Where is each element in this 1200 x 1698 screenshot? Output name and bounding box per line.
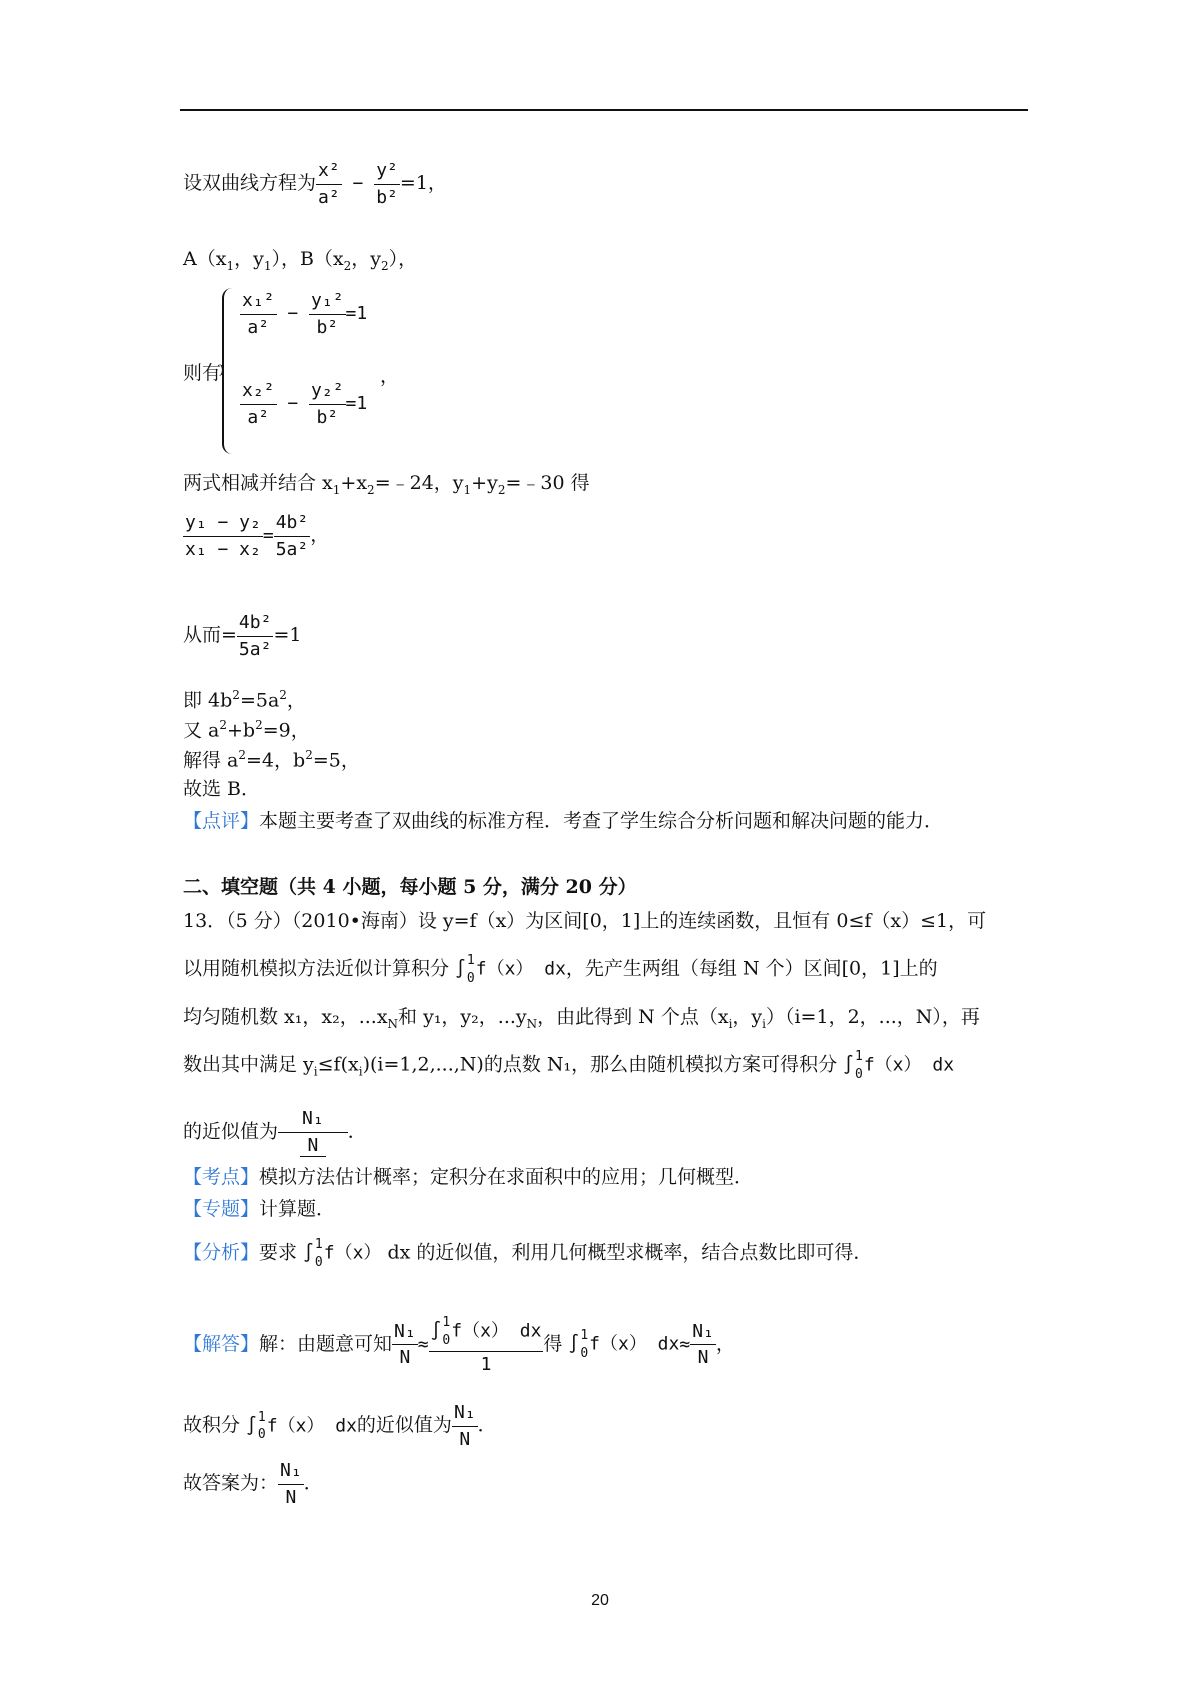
int-sign-icon: ∫ bbox=[430, 1320, 442, 1342]
hyperbola-equation-line bbox=[183, 160, 447, 208]
text: =1 bbox=[345, 393, 368, 415]
answer-fraction bbox=[300, 1108, 326, 1157]
integral bbox=[246, 1409, 357, 1444]
text: 故积分 bbox=[183, 1414, 241, 1437]
numerator: N₁ bbox=[452, 1402, 478, 1427]
text: 解：由题意可知 bbox=[259, 1332, 393, 1355]
text: 得 bbox=[543, 1332, 563, 1355]
numerator: y₁² bbox=[309, 290, 346, 315]
text: 故答案为： bbox=[183, 1472, 279, 1495]
sup: 2 bbox=[238, 748, 247, 762]
lower: 0 bbox=[580, 1345, 589, 1361]
jieda-tag: 【解答】 bbox=[183, 1332, 260, 1355]
text: +y bbox=[471, 472, 498, 494]
upper: 1 bbox=[442, 1315, 451, 1330]
sub: 2 bbox=[367, 482, 375, 497]
fraction bbox=[240, 290, 277, 338]
numerator: 4b² bbox=[237, 612, 274, 637]
text: =5a bbox=[239, 689, 280, 712]
slope-line: $\frac{\text{y₁ − y₂}}{\text{x₁ − x₂}}$ = $\frac{\text{4b²}}{\text{5a²}}$ ， bbox=[185, 512, 330, 560]
denominator: N bbox=[399, 1347, 411, 1369]
sub: i bbox=[313, 1064, 318, 1079]
denominator: N bbox=[307, 1134, 319, 1156]
text: 又 a bbox=[183, 719, 220, 742]
sup: 2 bbox=[255, 718, 263, 732]
points-line bbox=[183, 248, 417, 273]
fraction bbox=[452, 1402, 478, 1450]
text: ，由此得到 N 个点（x bbox=[537, 1006, 729, 1028]
integrand: f（x） dx bbox=[589, 1333, 680, 1355]
text: ），B（x bbox=[271, 248, 344, 270]
text: =4，b bbox=[246, 749, 306, 772]
text: 的近似值为 bbox=[183, 1120, 279, 1143]
left-brace bbox=[222, 288, 234, 454]
int-sign-icon: ∫ bbox=[843, 1054, 855, 1076]
minus: − bbox=[276, 303, 310, 325]
sup: 2 bbox=[219, 718, 228, 732]
text: =5， bbox=[312, 749, 360, 772]
fraction bbox=[274, 512, 311, 560]
fraction bbox=[240, 380, 277, 428]
int-sign-icon: ∫ bbox=[246, 1415, 257, 1437]
q13-line-2 bbox=[183, 952, 938, 987]
text: =1 bbox=[345, 303, 368, 325]
text: ≤f(x bbox=[317, 1053, 359, 1076]
denominator: N bbox=[459, 1428, 471, 1450]
integral bbox=[843, 1048, 954, 1083]
text: 即 4b bbox=[183, 689, 233, 712]
zhuanti-line bbox=[183, 1198, 335, 1221]
sub: 1 bbox=[463, 482, 472, 497]
section-title: 二、填空题（共 4 小题，每小题 5 分，满分 20 分） bbox=[183, 876, 637, 898]
ji-line bbox=[183, 688, 306, 712]
text: A（x bbox=[183, 248, 227, 270]
denominator: N bbox=[285, 1486, 297, 1508]
sup: 2 bbox=[279, 688, 287, 702]
text: 本题主要考查了双曲线的标准方程．考查了学生综合分析问题和解决问题的能力． bbox=[259, 810, 944, 832]
upper: 1 bbox=[257, 1409, 266, 1425]
int-sign-icon: ∫ bbox=[303, 1242, 314, 1264]
int-sign-icon: ∫ bbox=[568, 1333, 580, 1355]
blank-underline bbox=[326, 1132, 348, 1133]
text: 从而= bbox=[183, 624, 237, 647]
integrand: f（x） dx bbox=[266, 1415, 357, 1437]
approx: ≈ bbox=[679, 1333, 691, 1355]
text: ）（i=1，2，...，N），再 bbox=[765, 1006, 980, 1028]
upper: 1 bbox=[466, 953, 475, 968]
integrand: f（x） bbox=[323, 1242, 382, 1264]
text: =﹣30 得 bbox=[505, 472, 590, 494]
text: +x bbox=[340, 472, 368, 494]
fraction bbox=[690, 1321, 716, 1369]
integrand: f（x） dx bbox=[475, 958, 566, 980]
text: ，y bbox=[732, 1006, 763, 1028]
numerator: y² bbox=[374, 160, 400, 185]
congeer-line bbox=[183, 612, 301, 660]
integral bbox=[568, 1327, 679, 1362]
text: 和 y₁，y₂，...y bbox=[398, 1006, 527, 1028]
sub: 1 bbox=[226, 258, 235, 273]
lower: 0 bbox=[855, 1066, 863, 1082]
denominator: x₁ − x₂ bbox=[185, 538, 261, 560]
text: ，先产生两组（每组 N 个）区间[0，1]上的 bbox=[565, 957, 938, 980]
subtract-line bbox=[183, 472, 590, 497]
denominator: 5a² bbox=[238, 638, 272, 660]
sub: 2 bbox=[381, 258, 389, 273]
text: ， bbox=[715, 1332, 735, 1355]
numerator: 4b² bbox=[274, 512, 311, 537]
sub: 2 bbox=[497, 482, 506, 497]
sub: 1 bbox=[263, 258, 272, 273]
jieda-line bbox=[183, 1314, 735, 1376]
text: 设双曲线方程为 bbox=[183, 172, 317, 195]
fraction bbox=[237, 612, 274, 660]
int-sign-icon: ∫ bbox=[455, 958, 466, 980]
q13-line-1: 13．（5 分）（2010•海南）设 y=f（x）为区间[0，1]上的连续函数，且恒有 0≤f（x）≤1，可 bbox=[183, 910, 987, 932]
text: ． bbox=[477, 1414, 497, 1437]
sub: N bbox=[526, 1016, 538, 1031]
numerator bbox=[429, 1314, 544, 1352]
upper: 1 bbox=[314, 1237, 323, 1252]
you-line bbox=[183, 718, 310, 742]
jiede-line bbox=[183, 748, 360, 772]
denominator: a² bbox=[247, 316, 270, 338]
denominator: N bbox=[697, 1347, 709, 1369]
fenxi-line bbox=[183, 1236, 872, 1271]
text: 均匀随机数 x₁，x₂，...x bbox=[183, 1006, 388, 1028]
guxuan-line: 故选 B． bbox=[183, 778, 261, 800]
denominator: b² bbox=[316, 406, 339, 428]
integral bbox=[455, 952, 566, 987]
text: ， bbox=[286, 689, 306, 712]
numerator: x₂² bbox=[240, 380, 277, 405]
text: ． bbox=[347, 1120, 367, 1143]
text: =1， bbox=[399, 172, 447, 195]
fraction bbox=[392, 1321, 418, 1369]
numerator: x² bbox=[316, 160, 342, 185]
fraction bbox=[278, 1460, 304, 1508]
text: =﹣24，y bbox=[374, 472, 464, 494]
sup: 2 bbox=[305, 748, 313, 762]
sup: 2 bbox=[232, 688, 240, 702]
dianping-tag: 【点评】 bbox=[183, 810, 260, 832]
kaodian-tag: 【考点】 bbox=[183, 1166, 260, 1188]
text: 数出其中满足 y bbox=[183, 1053, 314, 1076]
sub: i bbox=[762, 1016, 766, 1031]
denominator: b² bbox=[376, 186, 398, 208]
text: ， bbox=[310, 524, 330, 547]
header-rule bbox=[180, 109, 1028, 111]
page-number: 20 bbox=[591, 1592, 609, 1609]
fraction bbox=[429, 1314, 544, 1376]
fraction bbox=[183, 512, 263, 560]
q13-line-3 bbox=[183, 1006, 980, 1031]
numerator: N₁ bbox=[392, 1321, 418, 1346]
sub: i bbox=[358, 1064, 363, 1079]
denominator: a² bbox=[247, 406, 270, 428]
sub: 1 bbox=[332, 482, 341, 497]
minus: − bbox=[276, 393, 310, 415]
answer-line bbox=[183, 1460, 323, 1508]
numerator: N₁ bbox=[300, 1108, 326, 1133]
numerator: x₁² bbox=[240, 290, 277, 315]
zeyou-label: 则有 bbox=[183, 362, 222, 384]
sub: N bbox=[387, 1016, 399, 1031]
jifen-line bbox=[183, 1402, 497, 1450]
fraction bbox=[309, 290, 346, 338]
text: 解得 a bbox=[183, 749, 239, 772]
text: ． bbox=[303, 1472, 323, 1495]
blank-underline bbox=[278, 1132, 300, 1133]
text: ）， bbox=[388, 248, 418, 270]
approx: ≈ bbox=[417, 1333, 429, 1355]
q13-line-5 bbox=[183, 1108, 367, 1157]
fraction bbox=[309, 380, 346, 428]
integrand: f（x） dx bbox=[863, 1054, 955, 1076]
denominator: b² bbox=[316, 316, 339, 338]
minus: − bbox=[341, 173, 375, 195]
lower: 0 bbox=[314, 1254, 323, 1270]
text: )(i=1,2,...,N)的点数 N₁，那么由随机模拟方案可得积分 bbox=[362, 1053, 838, 1076]
text: +b bbox=[227, 719, 256, 742]
text: 的近似值为 bbox=[356, 1414, 452, 1437]
fraction bbox=[316, 160, 342, 208]
fenxi-tag: 【分析】 bbox=[183, 1241, 260, 1264]
kaodian-line bbox=[183, 1166, 753, 1189]
system-eq-1 bbox=[240, 290, 367, 338]
fraction bbox=[374, 160, 400, 208]
sub: 2 bbox=[343, 258, 352, 273]
numerator: y₁ − y₂ bbox=[183, 512, 263, 537]
sub: i bbox=[728, 1016, 733, 1031]
integrand: f（x） dx bbox=[451, 1320, 542, 1342]
text: 计算题． bbox=[259, 1198, 336, 1220]
denominator: 5a² bbox=[275, 538, 309, 560]
text: dx 的近似值，利用几何概型求概率，结合点数比即可得． bbox=[387, 1241, 873, 1264]
denominator: 1 bbox=[480, 1354, 492, 1376]
numerator: N₁ bbox=[278, 1460, 304, 1485]
dianping-line bbox=[183, 810, 943, 833]
text: 模拟方法估计概率；定积分在求面积中的应用；几何概型． bbox=[259, 1166, 754, 1188]
text: ，y bbox=[234, 248, 264, 270]
zhuanti-tag: 【专题】 bbox=[183, 1198, 260, 1220]
text: 两式相减并结合 x bbox=[183, 472, 333, 494]
text: 以用随机模拟方法近似计算积分 bbox=[183, 957, 450, 980]
integral bbox=[303, 1236, 381, 1271]
q13-line-4 bbox=[183, 1048, 954, 1083]
lower: 0 bbox=[442, 1332, 451, 1348]
system-comma: ， bbox=[380, 365, 400, 387]
system-eq-2 bbox=[240, 380, 367, 428]
lower: 0 bbox=[257, 1427, 266, 1443]
numerator: y₂² bbox=[309, 380, 346, 405]
denominator: a² bbox=[318, 186, 340, 208]
text: ，y bbox=[351, 248, 382, 270]
text: =9， bbox=[262, 719, 310, 742]
numerator: N₁ bbox=[690, 1321, 716, 1346]
text: 要求 bbox=[259, 1241, 298, 1264]
upper: 1 bbox=[855, 1049, 863, 1064]
lower: 0 bbox=[466, 970, 475, 986]
text: =1 bbox=[273, 624, 302, 647]
upper: 1 bbox=[580, 1328, 589, 1344]
